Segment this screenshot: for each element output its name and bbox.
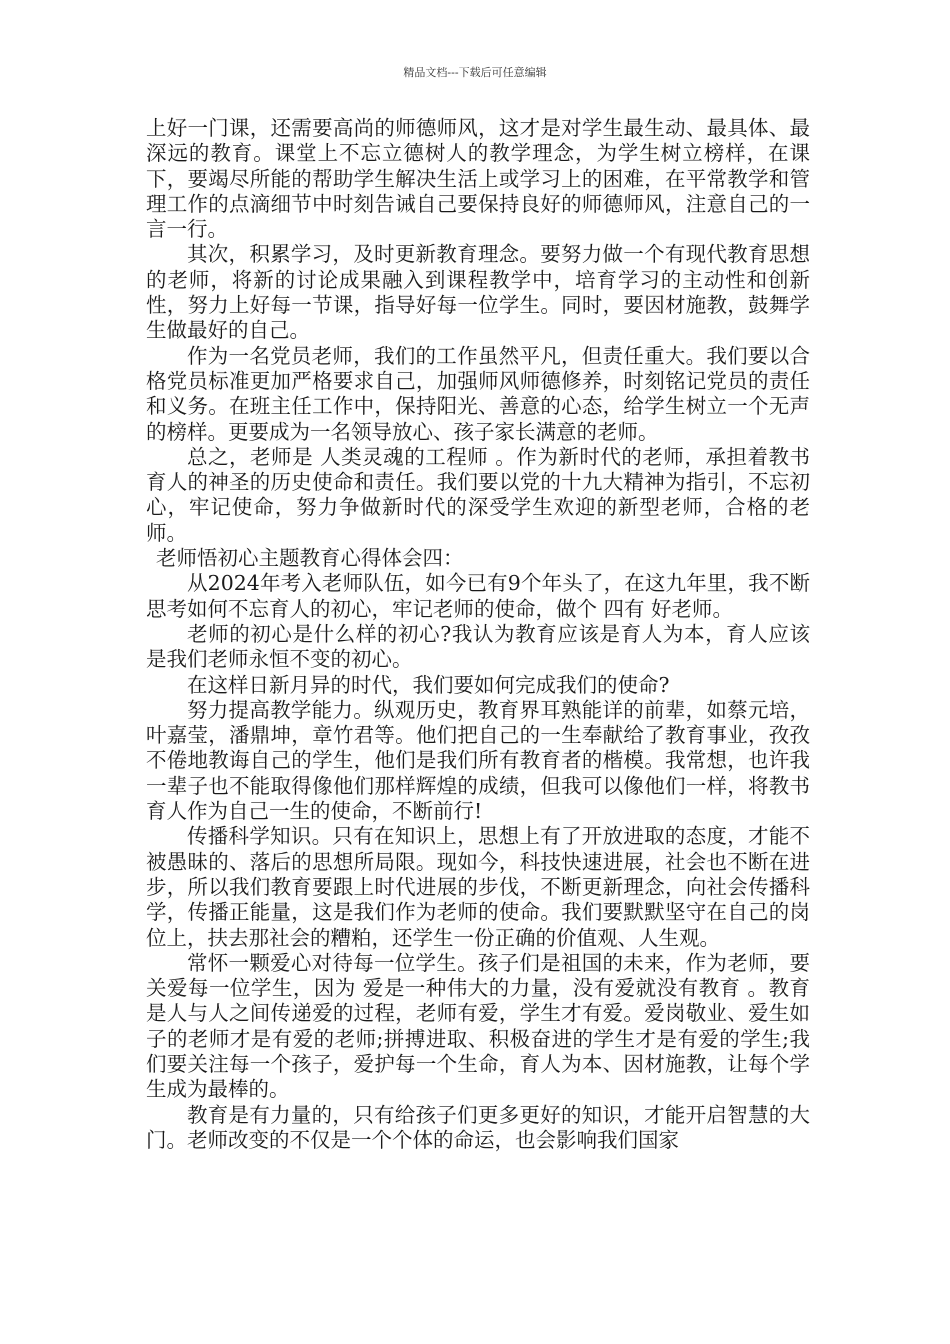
paragraph-conclusion: 总之，老师是 人类灵魂的工程师 。作为新时代的老师，承担着教书育人的神圣的历史使命和责任。我们要以党的十九大精神为指引，不忘初心，牢记使命，努力争做新时代的深受学生欢迎的新型老师，合格的老师。 (146, 444, 810, 545)
document-body (146, 116, 810, 1153)
paragraph-teaching-ability: 努力提高教学能力。纵观历史，教育界耳熟能详的前辈，如蔡元培，叶嘉莹，潘鼎坤，章竹君等。他们把自己的一生奉献给了教育事业，孜孜不倦地教诲自己的学生，他们是我们所有教育者的楷模。我常想，也许我一辈子也不能取得像他们那样辉煌的成绩，但我可以像他们一样，将教书育人作为自己一生的使命，不断前行! (146, 697, 810, 824)
paragraph-original-intention: 老师的初心是什么样的初心?我认为教育应该是育人为本，育人应该是我们老师永恒不变的初心。 (146, 621, 810, 672)
paragraph-mission-question: 在这样日新月异的时代，我们要如何完成我们的使命? (187, 672, 670, 697)
paragraph-nine-years: 从2024年考入老师队伍，如今已有9个年头了，在这九年里，我不断思考如何不忘育人的初心，牢记老师的使命，做个 四有 好老师。 (146, 571, 810, 621)
paragraph-party-member: 作为一名党员老师，我们的工作虽然平凡，但责任重大。我们要以合格党员标准更加严格要求自己，加强师风师德修养，时刻铭记党员的责任和义务。在班主任工作中，保持阳光、善意的心态，给学生树立一个无声的榜样。更要成为一名领导放心、孩子家长满意的老师。 (146, 343, 810, 444)
section-heading: 老师悟初心主题教育心得体会四： (156, 546, 464, 571)
paragraph-update-ideas: 其次，积累学习，及时更新教育理念。要努力做一个有现代教育思想的老师，将新的讨论成果融入到课程教学中，培育学习的主动性和创新性，努力上好每一节课，指导好每一位学生。同时，要因材施教，鼓舞学生做最好的自己。 (146, 242, 810, 343)
paragraph-love: 常怀一颗爱心对待每一位学生。孩子们是祖国的未来，作为老师，要关爱每一位学生，因为 爱是一种伟大的力量，没有爱就没有教育 。教育是人与人之间传递爱的过程，老师有爱，学生才有爱。爱岗敬业、爱生如子的老师才是有爱的老师;拼搏进取、积极奋进的学生才是有爱的学生;我们要关注每一个孩子，爱护每一个生命，育人为本、因材施教，让每个学生成为最棒的。 (146, 950, 810, 1102)
page-header: 精品文档---下载后可任意编辑 (403, 66, 547, 79)
paragraph-power-of-education: 教育是有力量的，只有给孩子们更多更好的知识，才能开启智慧的大门。老师改变的不仅是一个个体的命运，也会影响我们国家 (146, 1102, 810, 1152)
paragraph-spread-science: 传播科学知识。只有在知识上，思想上有了开放进取的态度，才能不被愚昧的、落后的思想所局限。现如今，科技快速进展，社会也不断在进步，所以我们教育要跟上时代进展的步伐，不断更新理念，向社会传播科学，传播正能量，这是我们作为老师的使命。我们要默默坚守在自己的岗位上，扶去那社会的糟粕，还学生一份正确的价值观、人生观。 (146, 824, 810, 950)
paragraph-continuation: 上好一门课，还需要高尚的师德师风，这才是对学生最生动、最具体、最深远的教育。课堂上不忘立德树人的教学理念，为学生树立榜样，在课下，要竭尽所能的帮助学生解决生活上或学习上的困难，在平常教学和管理工作的点滴细节中时刻告诫自己要保持良好的师德师风，注意自己的一言一行。 (146, 116, 810, 242)
